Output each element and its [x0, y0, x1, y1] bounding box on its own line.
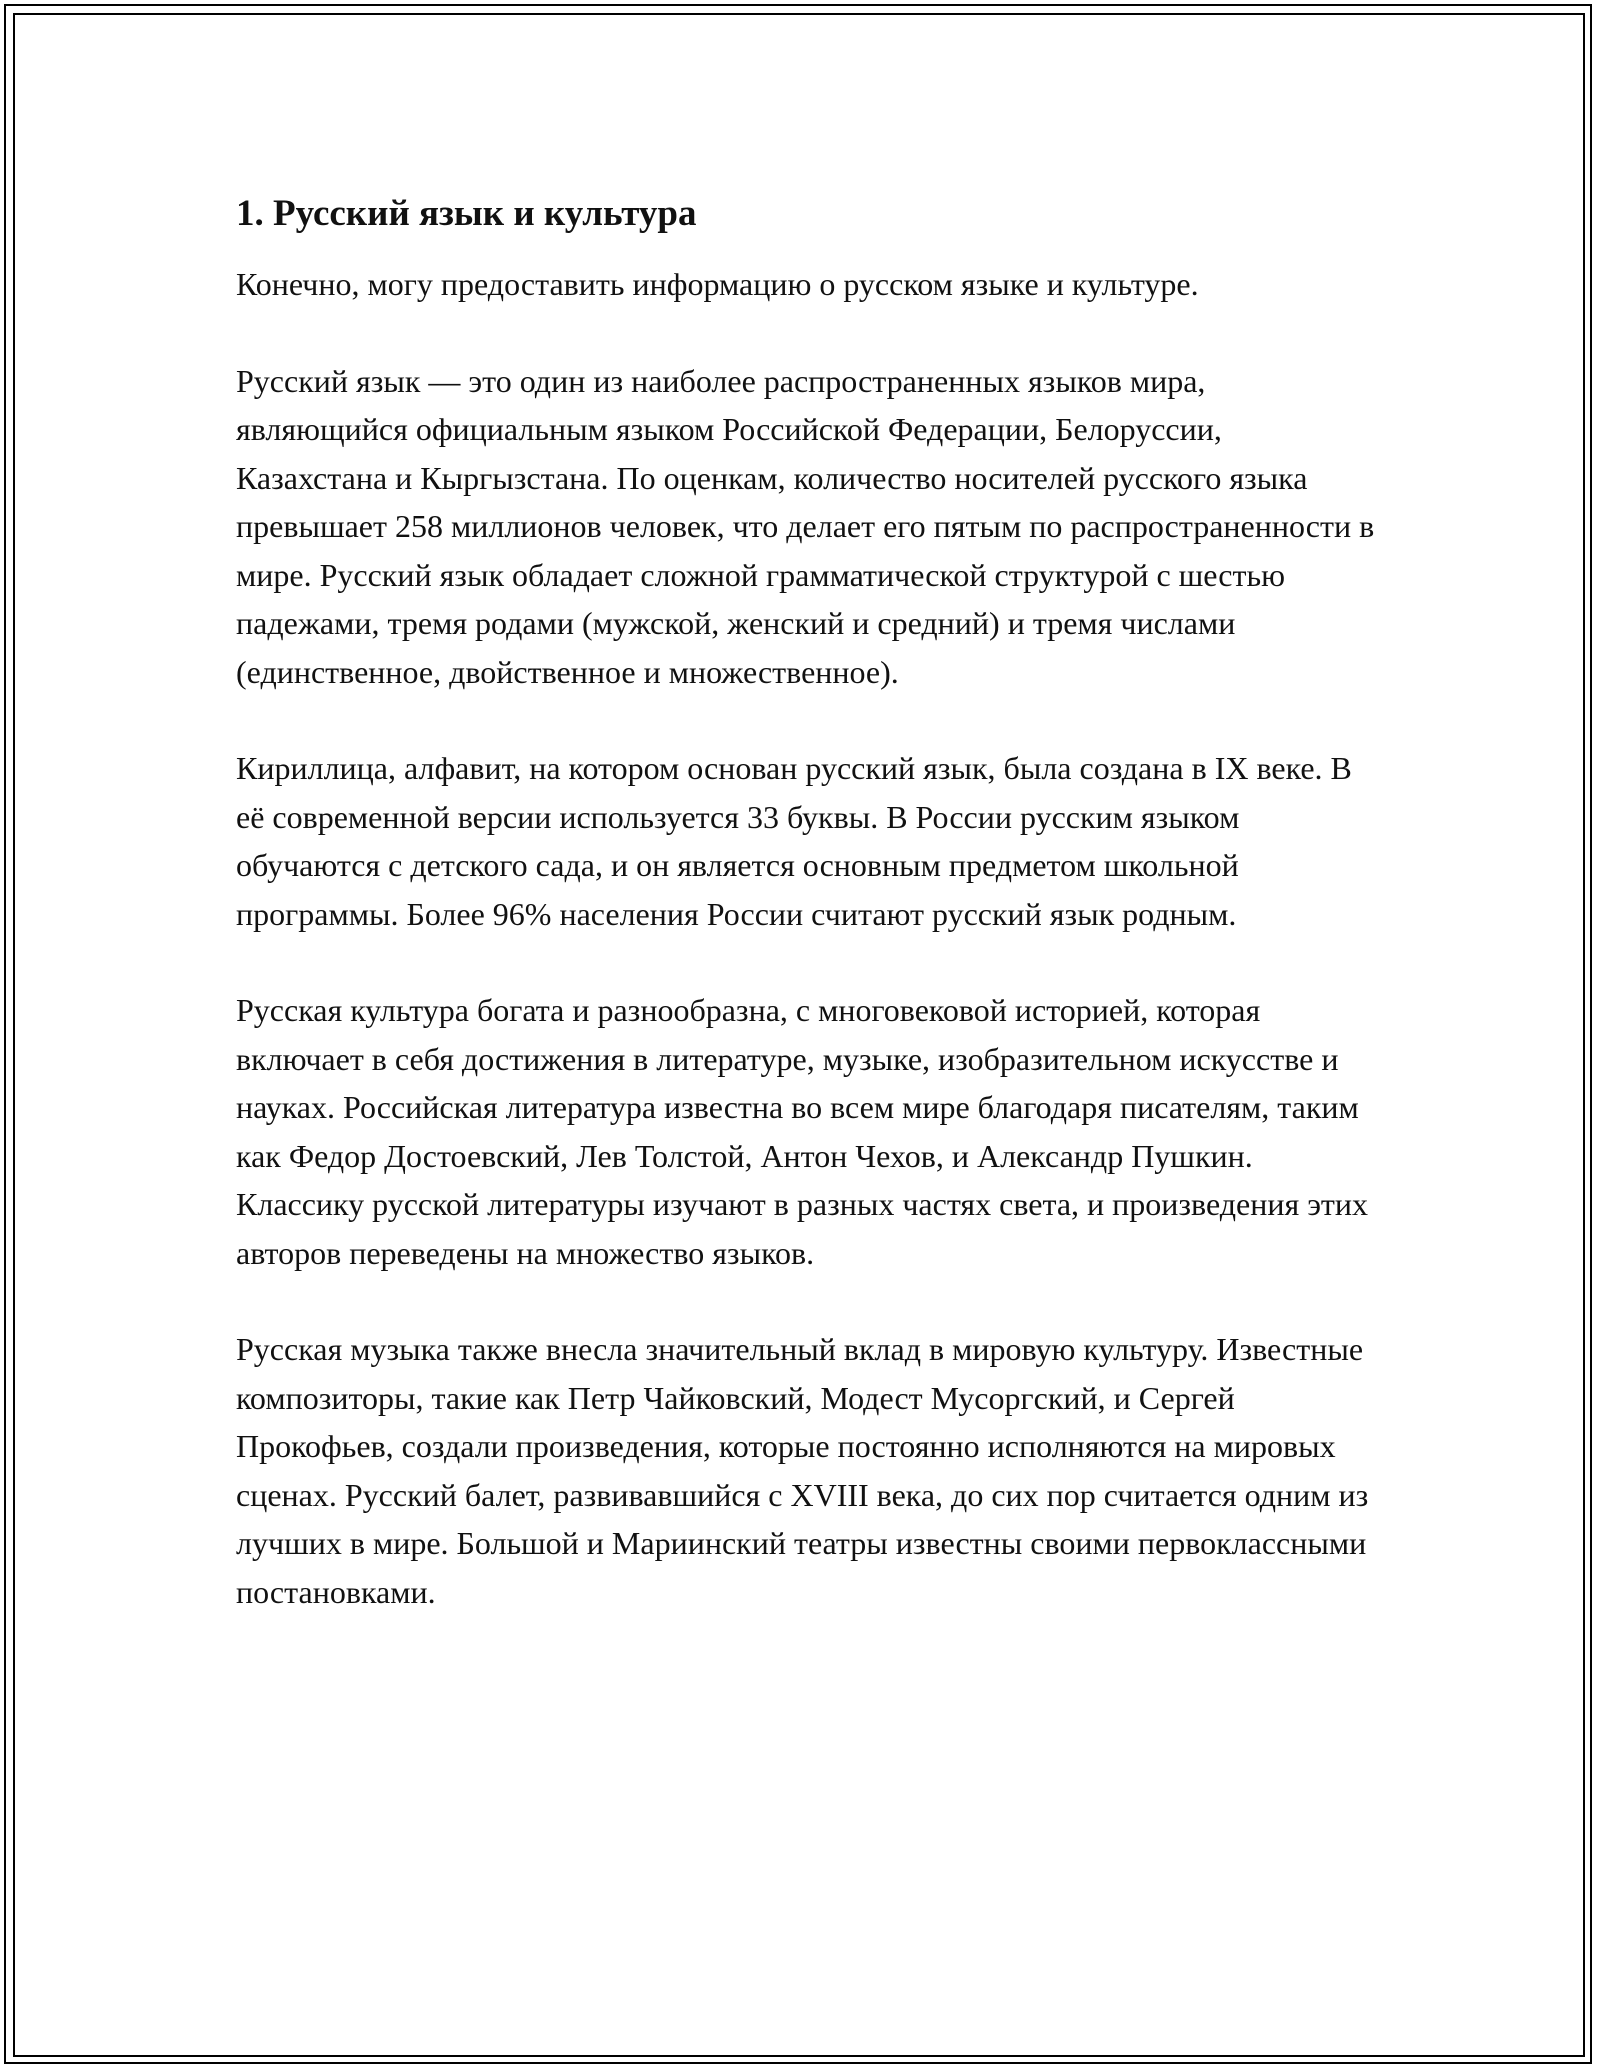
section-title: 1. Русский язык и культура [236, 193, 697, 234]
paragraph-russian-culture: Русская культура богата и разнообразна, с многовековой историей, которая включает в себя достижения в литературе, музыке, изобразительном искусстве и науках. Российская литература известна во всем мире благодаря писателям, таким как Федор Достоевский, Лев Толстой, Антон Чехов, и Александр Пушкин. Классику русской литературы изучают в разных частях света, и произведения этих авторов переведены на множество языков. [236, 992, 1369, 1271]
paragraph-cyrillic: Кириллица, алфавит, на котором основан русский язык, была создана в IX веке. В её современной версии используется 33 буквы. В России русским языком обучаются с детского сада, и он является основным предметом школьной программы. Более 96% населения России считают русский язык родным. [236, 750, 1352, 932]
paragraph-russian-music: Русская музыка также внесла значительный вклад в мировую культуру. Известные композиторы, такие как Петр Чайковский, Модест Мусоргский, и Сергей Прокофьев, создали произведения, которые постоянно исполняются на мировых сценах. Русский балет, развивавшийся с XVIII века, до сих пор считается одним из лучших в мире. Большой и Мариинский театры известны своими первоклассными постановками. [236, 1331, 1369, 1610]
paragraph-russian-language: Русский язык — это один из наиболее распространенных языков мира, являющийся официальным языком Российской Федерации, Белоруссии, Казахстана и Кыргызстана. По оценкам, количество носителей русского языка превышает 258 миллионов человек, что делает его пятым по распространенности в мире. Русский язык обладает сложной грамматической структурой с шестью падежами, тремя родами (мужской, женский и средний) и тремя числами (единственное, двойственное и множественное). [236, 362, 1375, 690]
paragraph-intro: Конечно, могу предоставить информацию о русском языке и культуре. [236, 266, 1199, 302]
document-body [236, 188, 1376, 1664]
